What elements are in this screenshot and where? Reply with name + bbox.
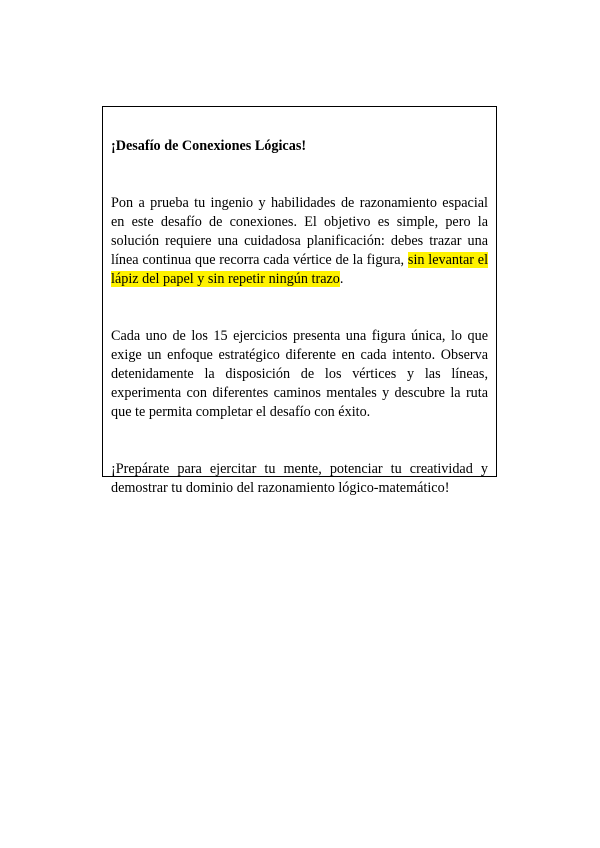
exercises-paragraph: Cada uno de los 15 ejercicios presenta una figura única, lo que exige un enfoque estratégico diferente en cada intento. Observa detenidamente la disposición de los vértices y las líneas, experimenta con diferentes caminos mentales y descubre la ruta que te permita completar el desafío con éxito. (111, 328, 488, 420)
content-box (102, 106, 497, 496)
document-title: ¡Desafío de Conexiones Lógicas! (111, 138, 307, 154)
intro-text: Pon a prueba tu ingenio y habilidades de razonamiento espacial en este desafío de conexiones. El objetivo es simple, pero la solución requiere una cuidadosa planificación: debes trazar una línea continua que recorra cada vértice de la figura, (111, 195, 488, 268)
highlighted-rule: sin levantar el lápiz del papel y sin repetir ningún trazo (111, 252, 489, 287)
intro-paragraph (111, 194, 488, 289)
closing-paragraph: ¡Prepárate para ejercitar tu mente, potenciar tu creatividad y demostrar tu dominio del razonamiento lógico-matemático! (111, 461, 488, 496)
intro-text-end: . (339, 271, 344, 287)
